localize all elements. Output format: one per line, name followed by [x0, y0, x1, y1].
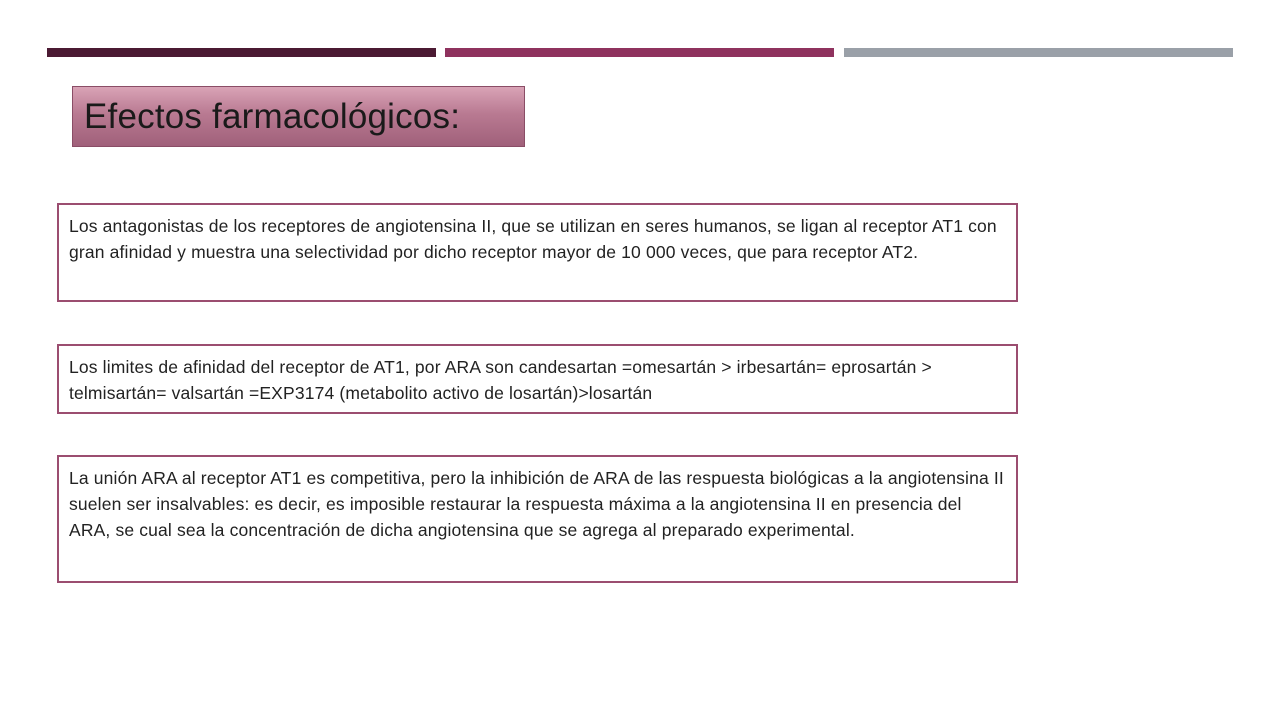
slide-title: Efectos farmacológicos:: [84, 96, 461, 136]
text-box-affinity: Los antagonistas de los receptores de angiotensina II, que se utilizan en seres humanos, se ligan al receptor AT1 con gran afinidad y muestra una selectividad por dicho receptor mayor de 10 000 veces, que para receptor AT2.: [57, 203, 1018, 302]
text-box-affinity-limits: Los limites de afinidad del receptor de AT1, por ARA son candesartan =omesartán > irbesartán= eprosartán > telmisartán= valsartán =EXP3174 (metabolito activo de losartán)>losartán: [57, 344, 1018, 414]
decor-bar-dark: [47, 48, 436, 57]
decor-bar-gray: [844, 48, 1233, 57]
title-box: [72, 86, 525, 147]
text-box-competitive-binding: La unión ARA al receptor AT1 es competitiva, pero la inhibición de ARA de las respuesta biológicas a la angiotensina II suelen ser insalvables: es decir, es imposible restaurar la respuesta máxima a la angiotensina II en presencia del ARA, se cual sea la concentración de dicha angiotensina que se agrega al preparado experimental.: [57, 455, 1018, 583]
decor-bar-magenta: [445, 48, 834, 57]
